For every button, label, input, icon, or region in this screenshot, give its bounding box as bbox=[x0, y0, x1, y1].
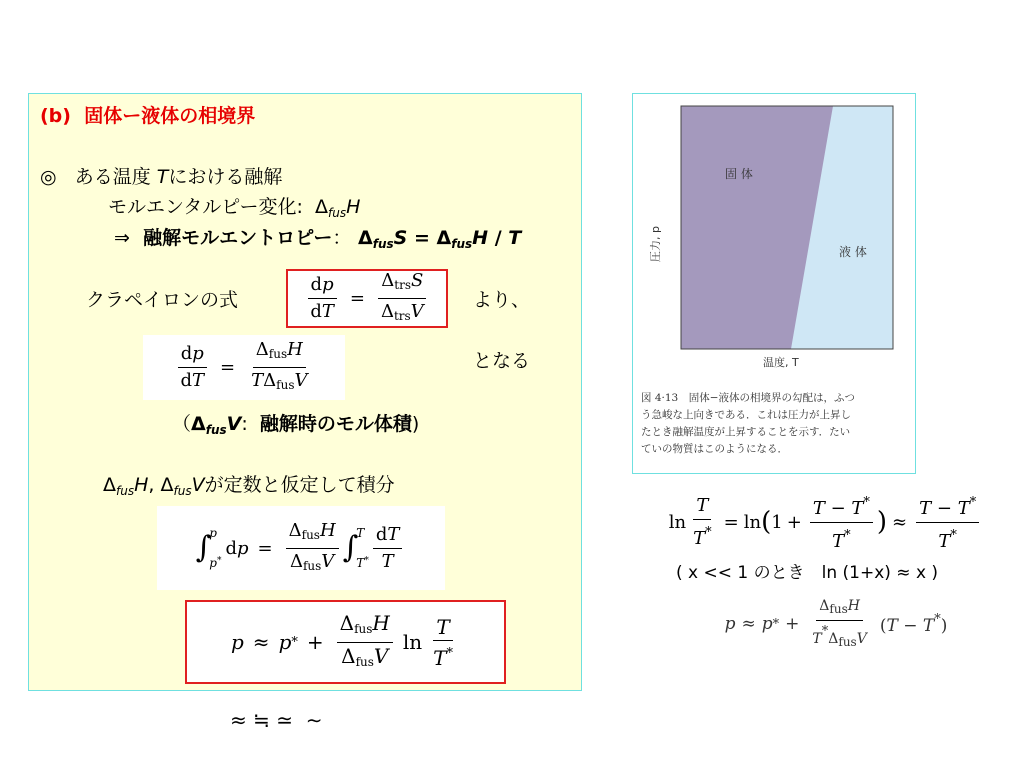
x-axis-label: 温度, T bbox=[763, 356, 799, 369]
enthalpy-line bbox=[108, 195, 360, 219]
bullet-icon: ◎ bbox=[40, 166, 57, 188]
intro-prefix: ある温度 bbox=[74, 166, 151, 188]
solid-label: 固 体 bbox=[725, 167, 753, 181]
entropy-line bbox=[114, 226, 521, 250]
heading-label: (b) bbox=[40, 105, 71, 127]
delta-symbol: Δ bbox=[436, 227, 452, 249]
phase-diagram-figure bbox=[632, 93, 916, 474]
volume-label: 融解時のモル体積 bbox=[259, 413, 412, 435]
var-v: V bbox=[191, 474, 205, 496]
intro-line bbox=[40, 165, 282, 189]
comma: , bbox=[148, 474, 155, 496]
var-t: T bbox=[508, 227, 522, 249]
final-approximation-equation: p ≈ p * + $\frac{\text{ΔfusH}}{\text{T*ΔfusV}}$ (T − T*) bbox=[686, 596, 986, 652]
equals-sign: = bbox=[413, 227, 430, 249]
entropy-label: 融解モルエントロピー bbox=[143, 227, 333, 249]
clapeyron-label: クラペイロンの式 bbox=[86, 289, 239, 311]
paren-close: ) bbox=[411, 413, 420, 435]
y-axis-label: 圧力, p bbox=[649, 226, 662, 262]
clapeyron-equation: $\frac{dp}{dT}$ = $\frac{\text{ΔtrsS}}{\text{ΔtrsV}}$ bbox=[286, 269, 448, 328]
volume-note bbox=[172, 412, 419, 436]
section-heading bbox=[40, 104, 255, 128]
delta-symbol: Δ bbox=[314, 196, 328, 218]
slash: / bbox=[494, 227, 502, 249]
fus-subscript: fus bbox=[173, 484, 192, 498]
assumption-line bbox=[103, 473, 395, 497]
delta-symbol: Δ bbox=[103, 474, 116, 496]
enthalpy-label: モルエンタルピー変化: bbox=[108, 196, 303, 218]
caption-line: う急峻な上向きである．これは圧力が上昇し bbox=[641, 409, 851, 421]
var-h: H bbox=[472, 227, 489, 249]
fusion-clapeyron-equation: $\frac{dp}{dT}$ = $\frac{\text{ΔfusH}}{\text{TΔfusV}}$ bbox=[143, 335, 345, 400]
fus-subscript: fus bbox=[205, 423, 227, 437]
approx-symbols: ≈ ≒ ≃ ∼ bbox=[230, 708, 323, 732]
fus-subscript: fus bbox=[327, 206, 347, 220]
intro-suffix: における融解 bbox=[168, 166, 283, 188]
var-s: S bbox=[393, 227, 408, 249]
liquid-label: 液 体 bbox=[839, 245, 867, 259]
intro-var: T bbox=[156, 166, 169, 188]
integral-equation: ∫ p p* dp = $\frac{\text{ΔfusH}}{\text{ΔfusV}}$ ∫ T T* $\frac{dT}{T}$ bbox=[157, 506, 445, 590]
delta-symbol: Δ bbox=[191, 413, 206, 435]
caption-line: たとき融解温度が上昇することを示す．たい bbox=[641, 426, 851, 438]
delta-symbol: Δ bbox=[358, 227, 373, 249]
implies-arrow-icon: ⇒ bbox=[114, 227, 130, 249]
tonaru-text: となる bbox=[473, 350, 531, 372]
var-h: H bbox=[346, 196, 361, 218]
var-h: H bbox=[134, 474, 149, 496]
figure-caption bbox=[641, 390, 911, 458]
delta-symbol: Δ bbox=[160, 474, 174, 496]
fus-subscript: fus bbox=[116, 484, 135, 498]
entropy-colon: ： bbox=[332, 227, 352, 249]
fus-subscript: fus bbox=[372, 237, 394, 251]
heading-text: 固体ー液体の相境界 bbox=[84, 105, 256, 127]
result-equation: p ≈ p * + $\frac{\text{ΔfusH}}{\text{ΔfusV}}$ ln $\frac{T}{T^*}$ bbox=[185, 600, 506, 684]
paren-open: （ bbox=[172, 413, 192, 435]
volume-colon: : bbox=[241, 413, 248, 435]
fus-subscript: fus bbox=[451, 237, 473, 251]
yori-text: より、 bbox=[473, 289, 531, 311]
var-v: V bbox=[226, 413, 242, 435]
log-approximation-equation: ln $\frac{T}{T^*}$ = ln ( 1 + $\frac{T - T^*}{T^*}$ ) ≈ $\frac{T - T^*}{T^*}$ bbox=[640, 494, 1012, 550]
assume-text: が定数と仮定して積分 bbox=[204, 474, 395, 496]
approximation-condition: ( x << 1 のとき ln (1+x) ≈ x ) bbox=[676, 563, 939, 583]
caption-line: 図 4·13 固体−液体の相境界の勾配は，ふつ bbox=[641, 392, 856, 404]
caption-line: ていの物質はこのようになる． bbox=[641, 443, 788, 455]
